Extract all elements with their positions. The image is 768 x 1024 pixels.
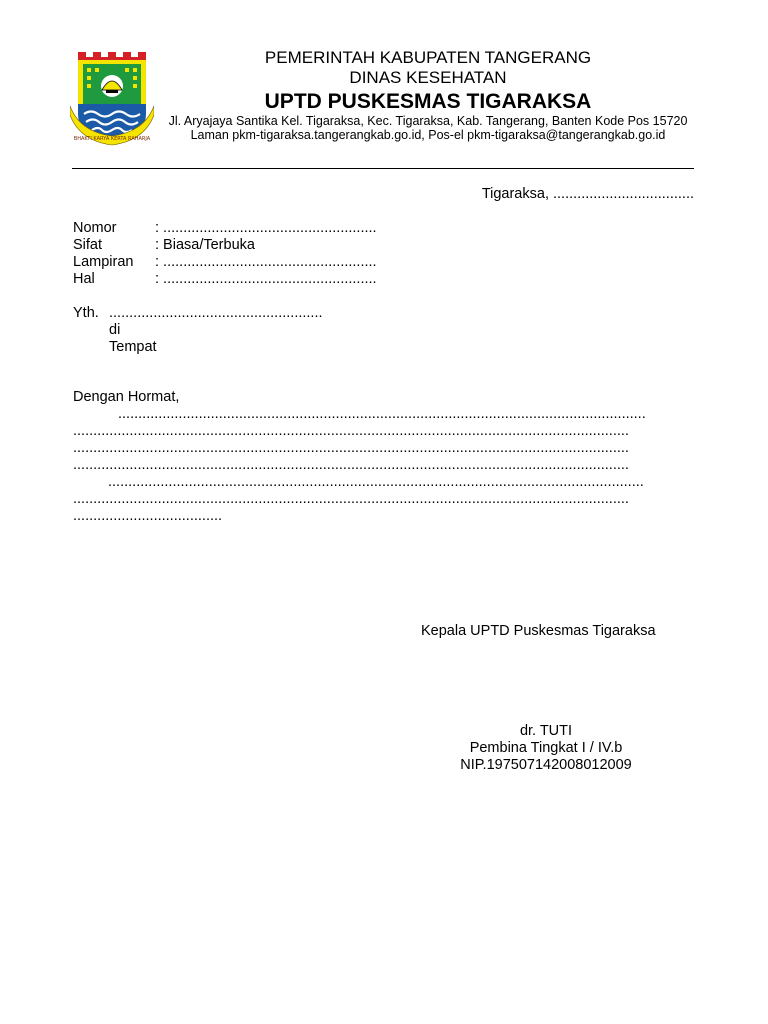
meta-label-lampiran: Lampiran — [73, 254, 134, 270]
signature-nip: NIP.197507142008012009 — [460, 757, 632, 773]
svg-text:BHAKTI KARYA KERTA RAHARJA: BHAKTI KARYA KERTA RAHARJA — [73, 136, 151, 142]
recipient-prefix: Yth. — [73, 305, 99, 321]
government-name: PEMERINTAH KABUPATEN TANGERANG — [264, 48, 592, 67]
recipient-tempat: Tempat — [109, 339, 157, 355]
department-name: DINAS KESEHATAN — [349, 68, 507, 87]
body-line: .......................................................................................................................................... — [73, 491, 629, 507]
meta-label-hal: Hal — [73, 271, 95, 287]
address-line: Jl. Aryajaya Santika Kel. Tigaraksa, Kec. Tigaraksa, Kab. Tangerang, Banten Kode Pos 15720 — [168, 114, 688, 128]
signature-rank: Pembina Tingkat I / IV.b — [469, 740, 623, 756]
signature-position: Kepala UPTD Puskesmas Tigaraksa — [421, 623, 656, 639]
body-line: ..................................................................................................................................... — [108, 474, 644, 490]
body-line: .......................................................................................................................................... — [73, 423, 629, 439]
meta-value-sifat: : Biasa/Terbuka — [155, 237, 255, 253]
body-line: .......................................................................................................................................... — [73, 457, 629, 473]
signature-name: dr. TUTI — [519, 723, 573, 739]
contact-line: Laman pkm-tigaraksa.tangerangkab.go.id, Pos-el pkm-tigaraksa@tangerangkab.go.id — [190, 128, 666, 142]
recipient-di: di — [109, 322, 121, 338]
kabupaten-tangerang-logo — [70, 48, 154, 146]
body-line: .......................................................................................................................................... — [73, 440, 629, 456]
meta-label-nomor: Nomor — [73, 220, 117, 236]
meta-value-lampiran: : ..................................................... — [155, 254, 377, 270]
meta-label-sifat: Sifat — [73, 237, 103, 253]
greeting: Dengan Hormat, — [73, 389, 180, 405]
meta-value-nomor: : ..................................................... — [155, 220, 377, 236]
header-divider — [72, 168, 694, 169]
body-line: ..................................... — [73, 508, 223, 524]
meta-value-hal: : ..................................................... — [155, 271, 377, 287]
institution-title: UPTD PUSKESMAS TIGARAKSA — [264, 90, 592, 113]
recipient-name: ..................................................... — [109, 305, 323, 321]
place-date: Tigaraksa, ................................... — [481, 186, 694, 202]
body-line: ................................................................................................................................... — [118, 406, 646, 422]
